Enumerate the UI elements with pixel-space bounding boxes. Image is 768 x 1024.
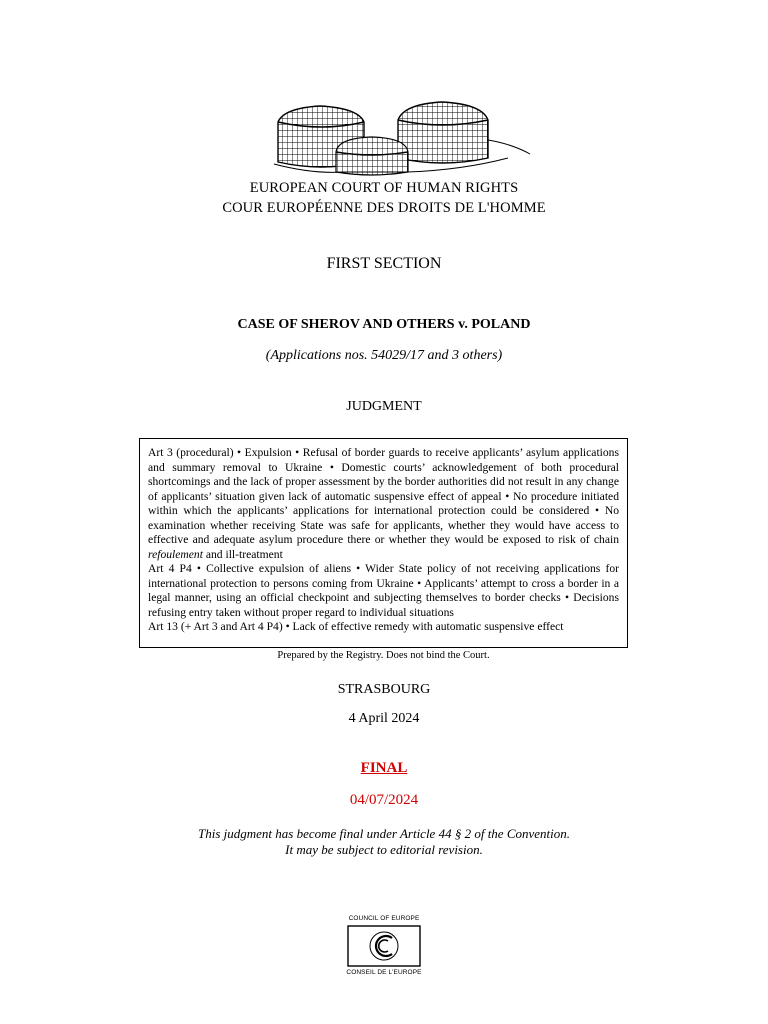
court-name-en: EUROPEAN COURT OF HUMAN RIGHTS [249,180,519,196]
prepared-note: Prepared by the Registry. Does not bind the Court. [277,649,490,661]
section-title: FIRST SECTION [326,255,442,272]
final-note-line2: It may be subject to editorial revision. [285,842,483,857]
judgment-label: JUDGMENT [346,399,422,414]
keywords-refoulement: refoulement [148,547,203,561]
final-label: FINAL [360,760,408,776]
keywords-art3 [148,446,619,562]
keywords-art3-text: Art 3 (procedural) • Expulsion • Refusal of border guards to receive applicants’ asylum applications and summary removal to Ukraine • Domestic courts’ acknowledgement of both procedural shortcomings and the lack of proper assessment by the border authorities did not result in any change of applicants’ situation given lack of automatic suspensive effect of appeal • No procedure initiated within which the applicants’ applications for international protection could be considered • No examination whether receiving State was safe for applicants, whether they would have access to effective and adequate asylum procedure there or whether they would be exposed to risk of chain [148,446,619,546]
council-of-europe-logo [343,915,425,977]
keywords-art3-end: and ill-treatment [202,547,283,561]
coe-logo-top-text: COUNCIL OF EUROPE [348,915,420,922]
keywords-art4p4: Art 4 P4 • Collective expulsion of aliens • Wider State policy of not receiving applications for international protection to persons coming from Ukraine • Applicants’ attempt to cross a border in a legal manner, using an official checkpoint and subjecting themselves to border checks • Decisions refusing entry taken without proper regard to individual situations [148,562,619,619]
application-numbers: (Applications nos. 54029/17 and 3 others) [265,348,503,363]
keywords-art13: Art 13 (+ Art 3 and Art 4 P4) • Lack of effective remedy with automatic suspensive effect [148,620,564,633]
judgment-date: 4 April 2024 [348,711,420,726]
final-note-line1: This judgment has become final under Article 44 § 2 of the Convention. [197,826,571,841]
coe-emblem-icon [347,925,421,967]
keywords-box [139,438,628,661]
coe-logo-bottom-text: CONSEIL DE L'EUROPE [346,969,422,976]
case-title: CASE OF SHEROV AND OTHERS v. POLAND [237,317,531,332]
final-date: 04/07/2024 [349,792,419,808]
court-building-logo [272,100,534,182]
place: STRASBOURG [337,682,431,697]
court-name-fr: COUR EUROPÉENNE DES DROITS DE L'HOMME [222,200,546,216]
